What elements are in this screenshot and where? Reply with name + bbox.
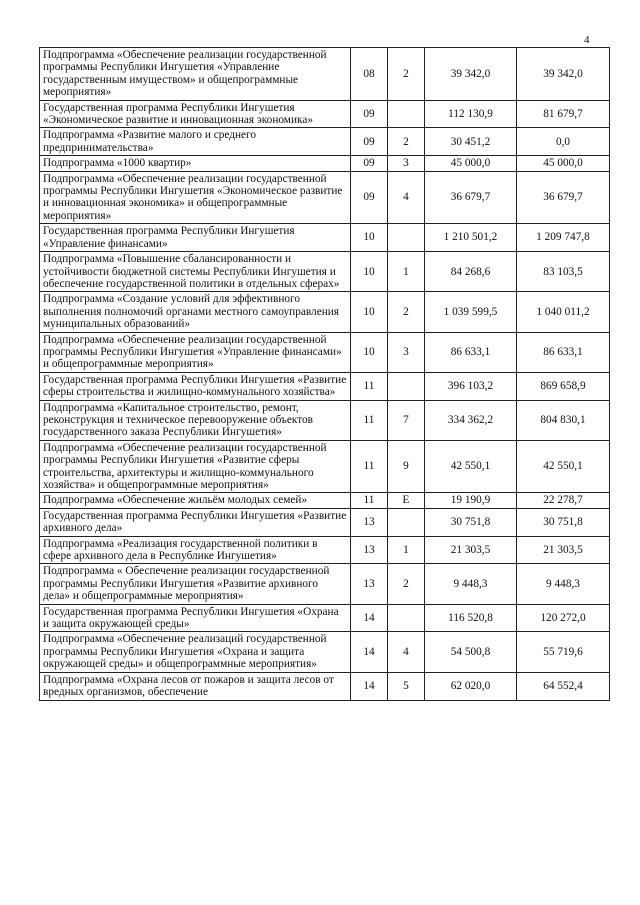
program-name-cell: Государственная программа Республики Ингушетия «Развитие архивного дела» bbox=[40, 508, 351, 536]
section-code-cell: 13 bbox=[351, 536, 388, 564]
section-code-cell: 10 bbox=[351, 252, 388, 292]
budget-table-body bbox=[40, 48, 610, 701]
subsection-code-cell bbox=[388, 508, 425, 536]
amount-year1-cell: 1 039 599,5 bbox=[425, 292, 517, 332]
table-row bbox=[40, 372, 610, 400]
section-code-cell: 14 bbox=[351, 672, 388, 700]
table-row bbox=[40, 224, 610, 252]
subsection-code-cell: 3 bbox=[388, 332, 425, 372]
section-code-cell: 08 bbox=[351, 48, 388, 101]
subsection-code-cell: 4 bbox=[388, 632, 425, 672]
section-code-cell: 09 bbox=[351, 128, 388, 156]
amount-year2-cell: 120 272,0 bbox=[517, 604, 610, 632]
program-name-cell: Подпрограмма «Развитие малого и среднего предпринимательства» bbox=[40, 128, 351, 156]
table-row bbox=[40, 400, 610, 440]
program-name-cell: Подпрограмма « Обеспечение реализации государственной программы Республики Ингушетия «Развитие архивного дела» и общепрограммные мероприятия» bbox=[40, 564, 351, 604]
table-row bbox=[40, 493, 610, 508]
program-name-cell: Подпрограмма «Обеспечение реализаций государственной программы Республики Ингушетия «Охрана и защита окружающей среды» и общепрограммные мероприятия» bbox=[40, 632, 351, 672]
subsection-code-cell: 4 bbox=[388, 171, 425, 224]
budget-table bbox=[39, 47, 610, 701]
section-code-cell: 13 bbox=[351, 564, 388, 604]
amount-year1-cell: 30 751,8 bbox=[425, 508, 517, 536]
table-row bbox=[40, 672, 610, 700]
amount-year2-cell: 39 342,0 bbox=[517, 48, 610, 101]
subsection-code-cell: 9 bbox=[388, 440, 425, 493]
amount-year1-cell: 19 190,9 bbox=[425, 493, 517, 508]
program-name-cell: Государственная программа Республики Ингушетия «Охрана и защита окружающей среды» bbox=[40, 604, 351, 632]
amount-year2-cell: 1 040 011,2 bbox=[517, 292, 610, 332]
amount-year2-cell: 1 209 747,8 bbox=[517, 224, 610, 252]
subsection-code-cell: 2 bbox=[388, 292, 425, 332]
table-row bbox=[40, 440, 610, 493]
table-row bbox=[40, 632, 610, 672]
amount-year1-cell: 36 679,7 bbox=[425, 171, 517, 224]
amount-year1-cell: 21 303,5 bbox=[425, 536, 517, 564]
section-code-cell: 10 bbox=[351, 292, 388, 332]
amount-year1-cell: 334 362,2 bbox=[425, 400, 517, 440]
program-name-cell: Подпрограмма «Создание условий для эффективного выполнения полномочий органами местного самоуправления муниципальных образований» bbox=[40, 292, 351, 332]
amount-year2-cell: 9 448,3 bbox=[517, 564, 610, 604]
program-name-cell: Подпрограмма «Обеспечение жильём молодых семей» bbox=[40, 493, 351, 508]
section-code-cell: 09 bbox=[351, 100, 388, 128]
subsection-code-cell bbox=[388, 372, 425, 400]
table-row bbox=[40, 171, 610, 224]
amount-year1-cell: 9 448,3 bbox=[425, 564, 517, 604]
program-name-cell: Подпрограмма «Капитальное строительство, ремонт, реконструкция и техническое перевооружение объектов государственного заказа Республики Ингушетия» bbox=[40, 400, 351, 440]
subsection-code-cell: 1 bbox=[388, 536, 425, 564]
amount-year1-cell: 42 550,1 bbox=[425, 440, 517, 493]
table-row bbox=[40, 508, 610, 536]
subsection-code-cell bbox=[388, 100, 425, 128]
page-number: 4 bbox=[584, 34, 590, 46]
program-name-cell: Подпрограмма «1000 квартир» bbox=[40, 156, 351, 171]
amount-year2-cell: 36 679,7 bbox=[517, 171, 610, 224]
table-row bbox=[40, 292, 610, 332]
program-name-cell: Подпрограмма «Обеспечение реализации государственной программы Республики Ингушетия «Развитие сферы строительства, архитектуры и жилищно-коммунального хозяйства» и общепрограммные мероприятия» bbox=[40, 440, 351, 493]
program-name-cell: Подпрограмма «Охрана лесов от пожаров и защита лесов от вредных организмов, обеспечение bbox=[40, 672, 351, 700]
table-row bbox=[40, 332, 610, 372]
program-name-cell: Подпрограмма «Обеспечение реализации государственной программы Республики Ингушетия «Управление государственным имуществом» и общепрограммные мероприятия» bbox=[40, 48, 351, 101]
amount-year2-cell: 64 552,4 bbox=[517, 672, 610, 700]
table-row bbox=[40, 252, 610, 292]
amount-year1-cell: 112 130,9 bbox=[425, 100, 517, 128]
program-name-cell: Государственная программа Республики Ингушетия «Развитие сферы строительства и жилищно-коммунального хозяйства» bbox=[40, 372, 351, 400]
section-code-cell: 10 bbox=[351, 332, 388, 372]
subsection-code-cell: 1 bbox=[388, 252, 425, 292]
subsection-code-cell: 2 bbox=[388, 48, 425, 101]
amount-year2-cell: 804 830,1 bbox=[517, 400, 610, 440]
table-row bbox=[40, 564, 610, 604]
program-name-cell: Подпрограмма «Обеспечение реализации государственной программы Республики Ингушетия «Экономическое развитие и инновационная экономика» и общепрограммные мероприятия» bbox=[40, 171, 351, 224]
subsection-code-cell bbox=[388, 224, 425, 252]
section-code-cell: 11 bbox=[351, 372, 388, 400]
amount-year2-cell: 30 751,8 bbox=[517, 508, 610, 536]
section-code-cell: 10 bbox=[351, 224, 388, 252]
subsection-code-cell bbox=[388, 604, 425, 632]
subsection-code-cell: 5 bbox=[388, 672, 425, 700]
table-row bbox=[40, 156, 610, 171]
program-name-cell: Подпрограмма «Повышение сбалансированности и устойчивости бюджетной системы Республики Ингушетия и обеспечение государственной политики в отдельных сферах» bbox=[40, 252, 351, 292]
section-code-cell: 11 bbox=[351, 400, 388, 440]
amount-year1-cell: 30 451,2 bbox=[425, 128, 517, 156]
subsection-code-cell: 2 bbox=[388, 564, 425, 604]
amount-year2-cell: 81 679,7 bbox=[517, 100, 610, 128]
subsection-code-cell: 3 bbox=[388, 156, 425, 171]
amount-year2-cell: 21 303,5 bbox=[517, 536, 610, 564]
table-row bbox=[40, 48, 610, 101]
amount-year1-cell: 396 103,2 bbox=[425, 372, 517, 400]
section-code-cell: 14 bbox=[351, 604, 388, 632]
amount-year1-cell: 84 268,6 bbox=[425, 252, 517, 292]
amount-year2-cell: 0,0 bbox=[517, 128, 610, 156]
table-row bbox=[40, 604, 610, 632]
amount-year1-cell: 1 210 501,2 bbox=[425, 224, 517, 252]
subsection-code-cell: 7 bbox=[388, 400, 425, 440]
section-code-cell: 11 bbox=[351, 493, 388, 508]
amount-year1-cell: 62 020,0 bbox=[425, 672, 517, 700]
section-code-cell: 09 bbox=[351, 171, 388, 224]
section-code-cell: 09 bbox=[351, 156, 388, 171]
section-code-cell: 14 bbox=[351, 632, 388, 672]
amount-year2-cell: 86 633,1 bbox=[517, 332, 610, 372]
program-name-cell: Государственная программа Республики Ингушетия «Экономическое развитие и инновационная экономика» bbox=[40, 100, 351, 128]
amount-year1-cell: 54 500,8 bbox=[425, 632, 517, 672]
table-row bbox=[40, 536, 610, 564]
subsection-code-cell: Е bbox=[388, 493, 425, 508]
program-name-cell: Подпрограмма «Обеспечение реализации государственной программы Республики Ингушетия «Управление финансами» и общепрограммные мероприятия» bbox=[40, 332, 351, 372]
amount-year2-cell: 55 719,6 bbox=[517, 632, 610, 672]
table-row bbox=[40, 128, 610, 156]
subsection-code-cell: 2 bbox=[388, 128, 425, 156]
amount-year1-cell: 116 520,8 bbox=[425, 604, 517, 632]
amount-year2-cell: 22 278,7 bbox=[517, 493, 610, 508]
table-row bbox=[40, 100, 610, 128]
amount-year2-cell: 83 103,5 bbox=[517, 252, 610, 292]
amount-year2-cell: 42 550,1 bbox=[517, 440, 610, 493]
section-code-cell: 13 bbox=[351, 508, 388, 536]
amount-year1-cell: 45 000,0 bbox=[425, 156, 517, 171]
program-name-cell: Подпрограмма «Реализация государственной политики в сфере архивного дела в Республике Ингушетия» bbox=[40, 536, 351, 564]
amount-year2-cell: 45 000,0 bbox=[517, 156, 610, 171]
amount-year1-cell: 39 342,0 bbox=[425, 48, 517, 101]
amount-year2-cell: 869 658,9 bbox=[517, 372, 610, 400]
amount-year1-cell: 86 633,1 bbox=[425, 332, 517, 372]
section-code-cell: 11 bbox=[351, 440, 388, 493]
program-name-cell: Государственная программа Республики Ингушетия «Управление финансами» bbox=[40, 224, 351, 252]
